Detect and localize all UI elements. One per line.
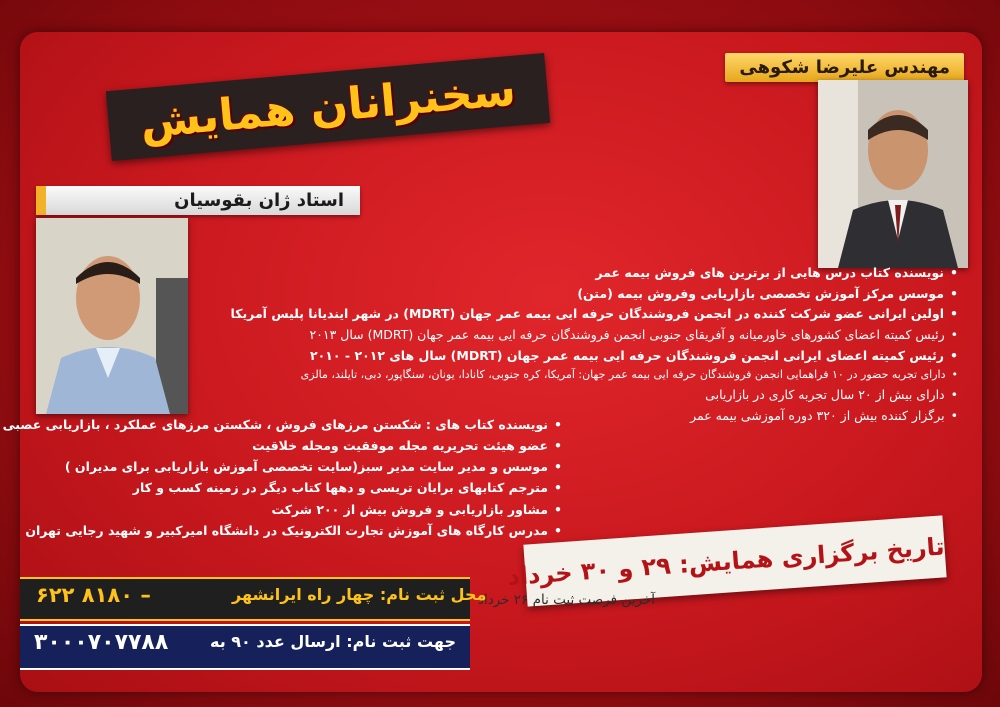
speaker1-name: مهندس علیرضا شکوهی [725,53,964,82]
event-date: تاریخ برگزاری همایش: ۲۹ و ۳۰ خرداد [523,515,946,606]
speaker1-bullet: • برگزار کننده بیش از ۳۲۰ دوره آموزشی بیمه عمر [398,408,958,424]
speaker1-bullet: • موسس مرکز آموزش تخصصی بازاریابی وفروش بیمه (متن) [398,286,958,302]
speaker1-bullet: • رئیس کمیته اعضای کشورهای خاورمیانه و آفریقای جنوبی انجمن فروشندگان حرفه ایی بیمه عمر جهان (MDRT) سال ۲۰۱۳ [398,327,958,343]
speaker2-photo [36,218,188,414]
speaker1-bullet: • رئیس کمیته اعضای ایرانی انجمن فروشندگان حرفه ایی بیمه عمر جهان (MDRT) سال های ۲۰۱۲ - ۲۰۱۰ [398,348,958,364]
speaker1-bullet: • اولین ایرانی عضو شرکت کننده در انجمن فروشندگان حرفه ایی بیمه عمر جهان (MDRT) در شهر ایندیانا پلیس آمریکا [398,306,958,322]
speaker2-bullet: • مترجم کتابهای برایان تریسی و دهها کتاب دیگر در زمینه کسب و کار [22,480,562,496]
speaker1-bullet: • دارای بیش از ۲۰ سال تجربه کاری در بازاریابی [398,387,958,403]
registration-location: محل ثبت نام: چهار راه ایرانشهر [232,585,487,604]
speaker2-bullets [2,417,562,544]
speaker1-photo [818,80,968,268]
speaker1-bullets [230,265,958,428]
speaker2-bullet: • مدرس کارگاه های آموزش تجارت الکترونیک در دانشگاه امیرکبیر و شهید رجایی تهران [22,523,562,539]
speaker2-bullet: • نویسنده کتاب های : شکستن مرزهای فروش ، شکستن مرزهای عملکرد ، بازاریابی عصبی [22,417,562,433]
speaker1-bullet: • دارای تجربه حضور در ۱۰ فراهمایی انجمن فروشندگان حرفه ایی بیمه عمر جهان: آمریکا، کره جنوبی، کانادا، یونان، سنگاپور، دبی، تایلند، مالزی [398,368,958,382]
speaker1-bullet: • نویسنده کتاب درس هایی از برترین های فروش بیمه عمر [398,265,958,281]
speaker2-name: استاد ژان بقوسیان [36,186,360,215]
speaker2-bullet: • موسس و مدیر سایت مدیر سبز(سایت تخصصی آموزش بازاریابی برای مدیران ) [22,459,562,475]
speaker2-bullet: • مشاور بازاریابی و فروش بیش از ۲۰۰ شرکت [22,502,562,518]
registration-phone: ۶۲۲ ۸۱۸۰ – [36,583,151,607]
headline: سخنرانان همایش [138,64,518,149]
speaker2-bullet: • عضو هیئت تحریریه مجله موفقیت ومجله خلاقیت [22,438,562,454]
sms-instruction: جهت ثبت نام: ارسال عدد ۹۰ به [210,632,457,651]
sms-number: ۳۰۰۰۷۰۷۷۸۸ [34,630,169,655]
registration-deadline: آخرین فرصت ثبت نام ۲۶ خرداد [477,592,655,608]
